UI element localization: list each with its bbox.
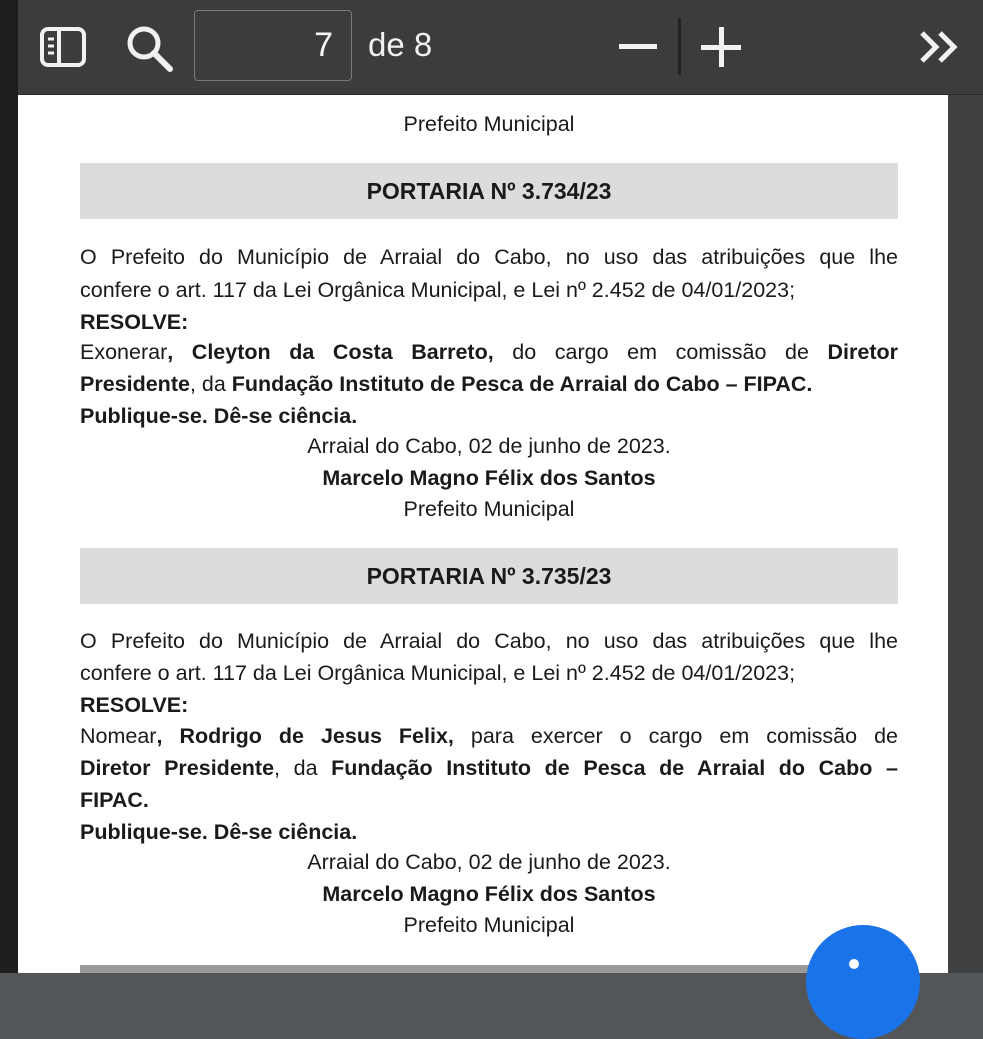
body-text: , da xyxy=(189,372,232,396)
position-name: Presidente xyxy=(80,372,190,396)
minus-icon xyxy=(619,43,657,51)
signature-role: Prefeito Municipal xyxy=(403,112,575,136)
portaria-body xyxy=(80,721,898,752)
double-chevron-right-icon xyxy=(918,29,960,65)
next-heading-bar xyxy=(80,965,898,973)
institution-name: Fundação Instituto de Pesca de Arraial do Cabo – FIPAC. xyxy=(231,372,813,396)
page-number-input[interactable] xyxy=(194,10,352,81)
sidebar-toggle-button[interactable] xyxy=(38,24,88,70)
signer-role: Prefeito Municipal xyxy=(403,497,575,521)
body-text: , da xyxy=(274,756,332,780)
sidebar-toggle-icon xyxy=(39,26,87,68)
search-icon xyxy=(124,23,174,73)
portaria-body xyxy=(80,337,898,368)
signer-name: Marcelo Magno Félix dos Santos xyxy=(322,882,656,906)
resolve-label: RESOLVE: xyxy=(80,310,189,334)
place-date: Arraial do Cabo, 02 de junho de 2023. xyxy=(307,434,671,458)
portaria-intro: O Prefeito do Município de Arraial do Cabo, no uso das atribuições que lhe xyxy=(80,245,898,269)
portaria-heading: PORTARIA Nº 3.735/23 xyxy=(80,548,898,604)
plus-icon xyxy=(701,27,741,67)
toolbar-divider xyxy=(678,18,681,75)
page-total-label: de 8 xyxy=(368,26,433,63)
floating-action-button[interactable] xyxy=(806,925,920,1039)
publication-note: Publique-se. Dê-se ciência. xyxy=(80,820,358,844)
person-name: , Rodrigo de Jesus Felix, xyxy=(156,724,454,748)
pdf-page xyxy=(18,95,948,973)
resolve-label: RESOLVE: xyxy=(80,693,189,717)
pdf-toolbar xyxy=(18,0,983,95)
portaria-body xyxy=(80,369,812,400)
person-name: , Cleyton da Costa Barreto, xyxy=(167,340,494,364)
zoom-in-button[interactable] xyxy=(700,24,742,70)
body-text: Exonerar xyxy=(80,340,168,364)
portaria-intro: O Prefeito do Município de Arraial do Cabo, no uso das atribuições que lhe xyxy=(80,629,898,653)
zoom-out-button[interactable] xyxy=(618,24,658,70)
body-text: Nomear xyxy=(80,724,157,748)
body-text: para exercer o cargo em comissão de xyxy=(453,724,898,748)
signer-name: Marcelo Magno Félix dos Santos xyxy=(322,466,656,490)
institution-name: Fundação Instituto de Pesca de Arraial do Cabo – xyxy=(331,756,898,780)
publication-note: Publique-se. Dê-se ciência. xyxy=(80,404,358,428)
info-icon xyxy=(849,959,859,969)
left-gutter xyxy=(0,0,18,973)
institution-name: FIPAC. xyxy=(80,788,149,812)
portaria-intro: confere o art. 117 da Lei Orgânica Municipal, e Lei nº 2.452 de 04/01/2023; xyxy=(80,661,796,685)
more-options-button[interactable] xyxy=(916,26,962,68)
position-name: Diretor xyxy=(827,340,898,364)
portaria-heading: PORTARIA Nº 3.734/23 xyxy=(80,163,898,219)
body-text: do cargo em comissão de xyxy=(493,340,828,364)
signer-role: Prefeito Municipal xyxy=(403,913,575,937)
search-button[interactable] xyxy=(123,22,175,74)
place-date: Arraial do Cabo, 02 de junho de 2023. xyxy=(307,850,671,874)
position-name: Diretor Presidente xyxy=(80,756,275,780)
scroll-gutter[interactable] xyxy=(948,95,983,973)
portaria-body xyxy=(80,753,898,784)
portaria-intro: confere o art. 117 da Lei Orgânica Municipal, e Lei nº 2.452 de 04/01/2023; xyxy=(80,278,796,302)
